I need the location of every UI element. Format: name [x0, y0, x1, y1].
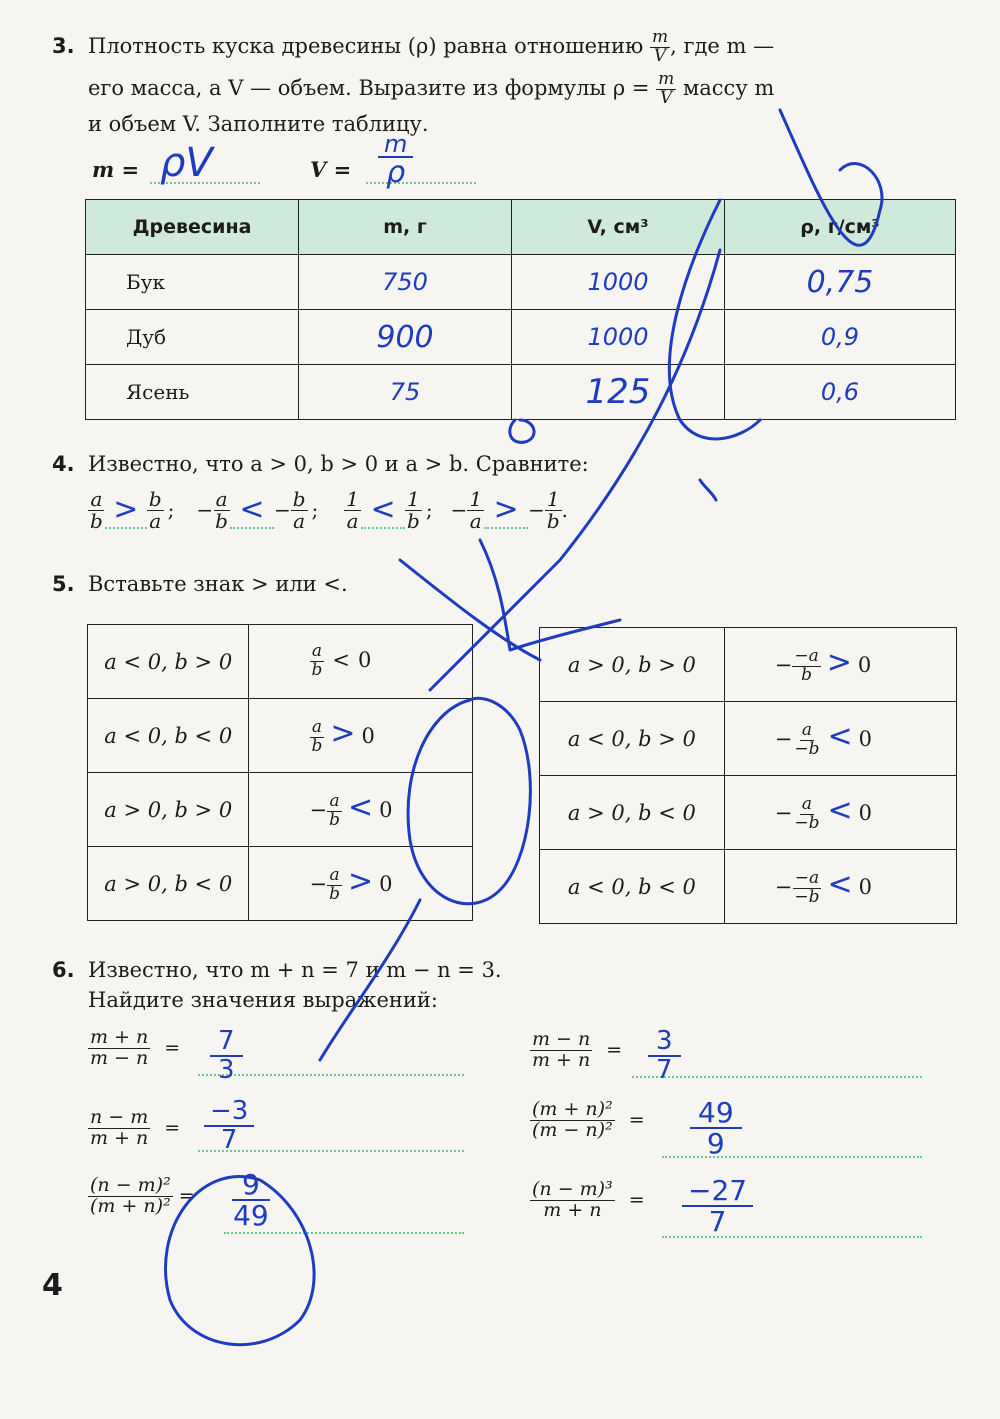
- frac-1-a: [467, 486, 484, 533]
- problem-3-line3: и объем V. Заполните таблицу.: [88, 112, 429, 136]
- frac-den: −b: [794, 812, 820, 833]
- frac-num: a: [311, 641, 322, 662]
- problem-5-text: Вставьте знак > или <.: [88, 572, 348, 596]
- wood-table-header: [86, 200, 956, 255]
- expression: [724, 850, 956, 924]
- volume-value: 1000: [512, 310, 725, 365]
- mass-value: 75: [299, 365, 512, 420]
- condition: a > 0, b > 0: [540, 628, 725, 702]
- density-fraction-2: [656, 71, 676, 108]
- frac-den: b: [546, 508, 560, 533]
- frac-den: a: [346, 508, 359, 533]
- frac-num: 1: [346, 486, 360, 511]
- expr-minus: −: [774, 652, 793, 677]
- sign: <: [827, 792, 853, 828]
- frac-1-b: [545, 486, 562, 533]
- frac-num: −a: [794, 867, 820, 888]
- mass-value: 750: [299, 255, 512, 310]
- sign-table-left: [87, 624, 473, 921]
- expression-4: $\frac{\text{(m + n)²}}{\text{(m − n)²}}$ =: [532, 1098, 645, 1141]
- table-row: [88, 847, 473, 921]
- frac-num: a: [329, 864, 340, 885]
- frac-1-b: [405, 486, 422, 533]
- expr-fraction: [327, 864, 342, 904]
- frac-num: a: [801, 793, 813, 814]
- expr-fraction: [327, 790, 342, 830]
- expression: [724, 776, 956, 850]
- header-volume: V, см³: [512, 200, 725, 255]
- sign: <: [332, 648, 350, 672]
- header-wood: Древесина: [86, 200, 299, 255]
- frac-den: V: [653, 46, 667, 66]
- density-value: 0,75: [725, 255, 956, 310]
- frac-num: 1: [469, 486, 483, 511]
- frac-num: n − m: [90, 1106, 149, 1128]
- expr-fraction: [88, 1108, 150, 1149]
- mass-value: 900: [299, 310, 512, 365]
- answer-num: −27: [682, 1176, 753, 1207]
- expr-fraction: [88, 1176, 173, 1217]
- condition: a > 0, b < 0: [540, 776, 725, 850]
- expr-fraction: [309, 716, 324, 756]
- expr-minus: −: [309, 871, 328, 896]
- frac-num: m: [658, 69, 675, 90]
- frac-den: b: [329, 809, 340, 830]
- problem-3-line1-end: , где m —: [670, 34, 775, 58]
- scribble-mark-2: [510, 420, 534, 442]
- zero: 0: [379, 797, 393, 822]
- table-row: [88, 625, 473, 699]
- frac-num: m: [652, 27, 669, 48]
- table-row: [88, 773, 473, 847]
- frac-den: m − n: [90, 1046, 149, 1069]
- frac-b-a: [291, 486, 308, 533]
- frac-1-a: [344, 486, 361, 533]
- answer-sign: >: [484, 492, 528, 529]
- page-number: 4: [42, 1268, 63, 1303]
- expression: [724, 628, 956, 702]
- answer-den: 7: [656, 1055, 673, 1086]
- table-row: [540, 850, 957, 924]
- condition: a < 0, b > 0: [540, 702, 725, 776]
- expr-fraction: [530, 1030, 592, 1071]
- answer-den: 9: [706, 1127, 725, 1161]
- table-row: [540, 702, 957, 776]
- expr-fraction: [792, 867, 821, 907]
- expression-6: $\frac{\text{(n − m)³}}{m + n}$ =: [532, 1178, 645, 1221]
- frac-num: (n − m)²: [90, 1174, 171, 1196]
- volume-value: 125: [512, 365, 725, 420]
- frac-den: a: [469, 508, 482, 533]
- answer-sign: >: [105, 492, 147, 529]
- condition: a < 0, b < 0: [540, 850, 725, 924]
- problem-6-line2: Найдите значения выражений:: [88, 988, 438, 1012]
- frac-num: m − n: [532, 1028, 591, 1050]
- m-label: m =: [92, 157, 140, 182]
- answer-6: [682, 1176, 753, 1237]
- problem-6-number: 6.: [52, 958, 75, 982]
- expr-fraction: [88, 1028, 150, 1069]
- expr-minus: −: [774, 726, 793, 751]
- table-row: [86, 255, 956, 310]
- expr-minus: −: [309, 797, 328, 822]
- table-row: [86, 365, 956, 420]
- frac-a-b: [88, 486, 105, 533]
- condition: a < 0, b < 0: [88, 699, 249, 773]
- scribble-mark: [700, 480, 716, 500]
- problem-3-line1: [88, 28, 774, 66]
- density-fraction: [650, 29, 670, 66]
- problem-3-line2: [88, 70, 774, 108]
- frac-den: a: [149, 508, 162, 533]
- frac-den: V: [660, 88, 673, 108]
- problem-4-comparisons: $\frac{a}{b}$ > $\frac{b}{a}$ ; − $\frac{a}{b}$ < − $\frac{b}{a}$ ; $\frac{1}{a}$ < $\frac{1}{b}$ ; − $\frac{1}{a}$ > − $\frac{1}{b}$ .: [90, 486, 569, 533]
- sign: >: [330, 715, 356, 751]
- frac-den: −b: [794, 886, 820, 907]
- frac-den: b: [311, 660, 323, 680]
- expr-fraction: [792, 793, 821, 833]
- answer-num: 9: [232, 1170, 270, 1201]
- zero: 0: [357, 648, 372, 672]
- table-row: [88, 699, 473, 773]
- answer-3: [204, 1098, 254, 1155]
- frac-den: (m − n)²: [532, 1118, 613, 1141]
- answer-sign: <: [230, 492, 274, 529]
- zero: 0: [858, 800, 873, 825]
- frac-num: 1: [546, 486, 560, 511]
- expr-fraction: [309, 643, 324, 680]
- frac-den: −b: [794, 738, 820, 759]
- problem-3-line2-end: массу m: [682, 76, 775, 100]
- problem-4-number: 4.: [52, 452, 75, 476]
- frac-den: b: [215, 508, 228, 533]
- frac-num: m + n: [90, 1026, 149, 1048]
- header-mass: m, г: [299, 200, 512, 255]
- answer-line: [224, 1232, 464, 1234]
- frac-num: (n − m)³: [532, 1178, 613, 1200]
- volume-value: 1000: [512, 255, 725, 310]
- frac-b-a: [147, 486, 164, 533]
- answer-num: 49: [690, 1098, 742, 1129]
- frac-den: a: [293, 508, 306, 533]
- answer-2: [648, 1028, 681, 1085]
- frac-num: 1: [407, 486, 420, 511]
- zero: 0: [858, 726, 873, 751]
- frac-num: −a: [794, 645, 819, 666]
- frac-den: b: [329, 883, 340, 904]
- frac-num: a: [311, 716, 322, 737]
- condition: a < 0, b > 0: [88, 625, 249, 699]
- problem-5-number: 5.: [52, 572, 75, 596]
- expr-fraction: [792, 719, 821, 759]
- frac-num: a: [329, 790, 340, 811]
- V-answer-num: m: [378, 132, 413, 158]
- frac-num: b: [292, 486, 306, 511]
- sign: <: [347, 789, 374, 825]
- answer-num: −3: [204, 1098, 254, 1127]
- frac-den: b: [311, 735, 323, 756]
- sign: >: [826, 644, 852, 680]
- density-value: 0,6: [725, 365, 956, 420]
- table-row: [540, 628, 957, 702]
- expression-3: $\frac{n - m}{m + n}$ =: [90, 1106, 181, 1149]
- answer-den: 49: [233, 1199, 269, 1233]
- zero: 0: [379, 871, 393, 896]
- frac-num: (m + n)²: [532, 1098, 613, 1120]
- answer-sign: <: [361, 492, 405, 529]
- expression: [724, 702, 956, 776]
- expr-fraction: [792, 645, 820, 685]
- expression: [249, 847, 473, 921]
- zero: 0: [361, 723, 375, 748]
- problem-3-number: 3.: [52, 34, 75, 58]
- wood-name: Дуб: [86, 310, 299, 365]
- expression: [249, 625, 473, 699]
- m-answer: ρV: [160, 140, 213, 186]
- frac-num: a: [215, 486, 228, 511]
- answer-den: 7: [220, 1125, 238, 1156]
- problem-4-text: Известно, что a > 0, b > 0 и a > b. Сравните:: [88, 452, 589, 476]
- wood-table: [85, 199, 956, 420]
- V-label: V =: [310, 157, 352, 182]
- problem-3-line2-text: его масса, а V — объем. Выразите из формулы ρ =: [88, 76, 650, 100]
- sign: >: [347, 863, 374, 899]
- expr-minus: −: [774, 800, 793, 825]
- table-row: [540, 776, 957, 850]
- answer-num: 7: [210, 1028, 243, 1057]
- sign-table-right: [539, 627, 957, 924]
- zero: 0: [857, 652, 872, 677]
- expression: [249, 773, 473, 847]
- density-value: 0,9: [725, 310, 956, 365]
- frac-a-b: [213, 486, 230, 533]
- frac-num: b: [148, 486, 162, 511]
- frac-den: m + n: [90, 1126, 149, 1149]
- expr-fraction: [530, 1100, 615, 1141]
- zero: 0: [858, 874, 873, 899]
- condition: a > 0, b > 0: [88, 773, 249, 847]
- wood-name: Ясень: [86, 365, 299, 420]
- header-density: ρ, г/см³: [725, 200, 956, 255]
- expression: [249, 699, 473, 773]
- expr-fraction: [530, 1180, 615, 1221]
- problem-3-line1-text: Плотность куска древесины (ρ) равна отношению: [88, 34, 644, 58]
- answer-num: 3: [648, 1028, 681, 1057]
- frac-num: a: [90, 486, 103, 511]
- V-answer: [378, 132, 413, 188]
- frac-den: b: [407, 508, 420, 533]
- expression-1: $\frac{m + n}{m - n}$ =: [90, 1026, 181, 1069]
- answer-den: 3: [218, 1055, 235, 1086]
- frac-den: (m + n)²: [90, 1194, 171, 1217]
- expression-2: $\frac{m - n}{m + n}$ =: [532, 1028, 623, 1071]
- problem-6-line1: Известно, что m + n = 7 и m − n = 3.: [88, 958, 502, 982]
- answer-den: 7: [708, 1205, 727, 1239]
- condition: a > 0, b < 0: [88, 847, 249, 921]
- expr-minus: −: [774, 874, 793, 899]
- sign: <: [827, 866, 853, 902]
- table-row: [86, 310, 956, 365]
- frac-den: m + n: [543, 1198, 602, 1221]
- answer-4: [690, 1098, 742, 1159]
- sign: <: [827, 718, 853, 754]
- wood-name: Бук: [86, 255, 299, 310]
- frac-den: m + n: [532, 1048, 591, 1071]
- frac-den: b: [90, 508, 103, 533]
- answer-5: [232, 1170, 270, 1231]
- frac-den: b: [801, 664, 813, 685]
- V-answer-den: ρ: [386, 155, 406, 190]
- expression-5: $\frac{\text{(n − m)²}}{\text{(m + n)²}}$ =: [90, 1174, 195, 1217]
- answer-1: [210, 1028, 243, 1085]
- frac-num: a: [801, 719, 813, 740]
